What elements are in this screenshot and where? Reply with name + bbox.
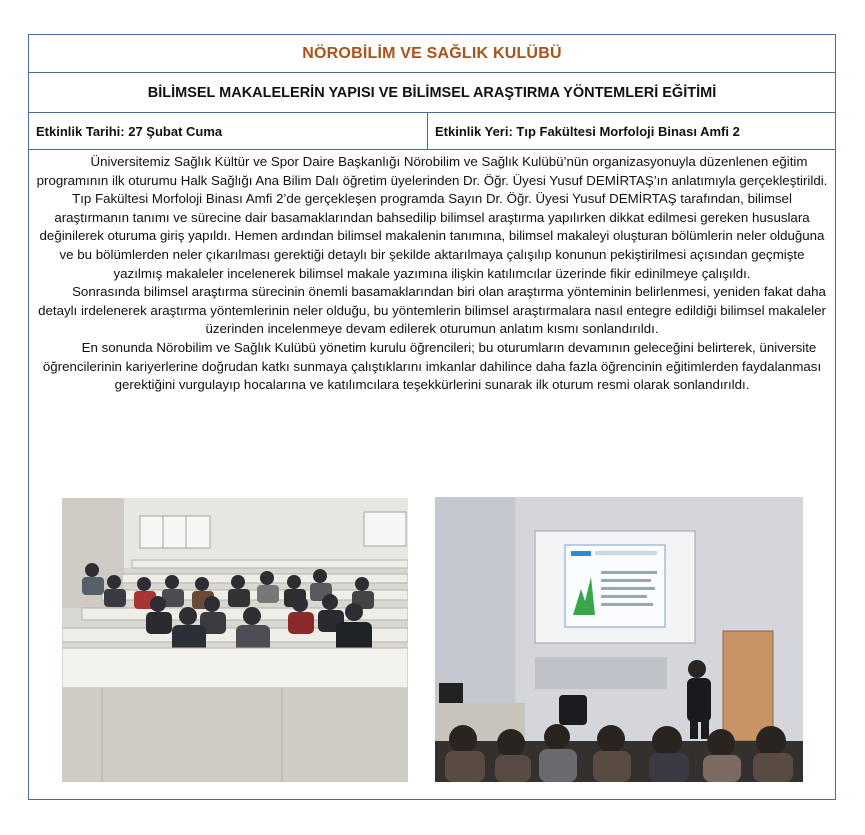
photo-presentation xyxy=(435,497,803,782)
paragraph-3: En sonunda Nörobilim ve Sağlık Kulübü yönetim kurulu öğrencileri; bu oturumların devamının geleceğini belirterek, üniversite öğrencilerinin kariyerlerine doğrudan katkı sunmaya çalıştıklarını imkanlar dahilince daha fazla öğrencinin eğitimlerden faydalanması gerektiğini vurgulayıp hocalarına ve katılımcılara teşekkürlerini sunarak ilk oturum resmi olarak sonlandırıldı. xyxy=(42,339,822,393)
club-title-row xyxy=(29,35,835,73)
club-title: NÖROBİLİM VE SAĞLIK KULÜBÜ xyxy=(302,44,562,62)
event-title: BİLİMSEL MAKALELERİN YAPISI VE BİLİMSEL ARAŞTIRMA YÖNTEMLERİ EĞİTİMİ xyxy=(147,84,717,101)
event-description xyxy=(35,153,829,395)
photo-audience xyxy=(62,498,408,782)
paragraph-1: Üniversitemiz Sağlık Kültür ve Spor Daire Başkanlığı Nörobilim ve Sağlık Kulübü’nün organizasyonuyla düzenlenen eğitim programının ilk oturumu Halk Sağlığı Ana Bilim Dalı öğretim üyelerinden Dr. Öğr. Üyesi Yusuf DEMİRTAŞ’ın anlatımıyla gerçekleştirildi. Tıp Fakültesi Morfoloji Binası Amfi 2’de gerçekleşen programda Sayın Dr. Öğr. Üyesi Yusuf DEMİRTAŞ tarafından, bilimsel araştırmanın tanımı ve sürecine dair basamaklarından bahsedilip bilimsel araştırma yapılırken dikkat edilmesi gereken hususlara değinilerek oturuma giriş yapıldı. Hemen ardından bilimsel makalenin tanımına, bilimsel makaleyi oluşturan bölümlerin neler olduğuna ve bu bölümlerden neler çıkarılması gerektiği detaylı bir şekilde aktarılmaya çalışılıp konunun pekiştirilmesi açısından geçmişte yazılmış makaleler incelenerek bilimsel makale yazımına ilişkin katılımcılar üzerinde fikir edinilmeye çalışıldı. xyxy=(36,154,828,281)
event-date: Etkinlik Tarihi: 27 Şubat Cuma xyxy=(29,113,428,149)
event-location: Etkinlik Yeri: Tıp Fakültesi Morfoloji Binası Amfi 2 xyxy=(435,123,740,139)
paragraph-2: Sonrasında bilimsel araştırma sürecinin önemli basamaklarından biri olan araştırma yönteminin belirlenmesi, yeniden fakat daha detaylı irdelenerek araştırma yöntemlerinin neler olduğu, bu yöntemlerin bilimsel araştırmalara nasıl entegre edildiği bilimsel makaleler üzerinden incelenmeye devam edilerek oturumun anlatım kısmı sonlandırıldı. xyxy=(38,284,826,337)
event-info-row xyxy=(29,113,835,150)
event-title-row xyxy=(29,73,835,113)
